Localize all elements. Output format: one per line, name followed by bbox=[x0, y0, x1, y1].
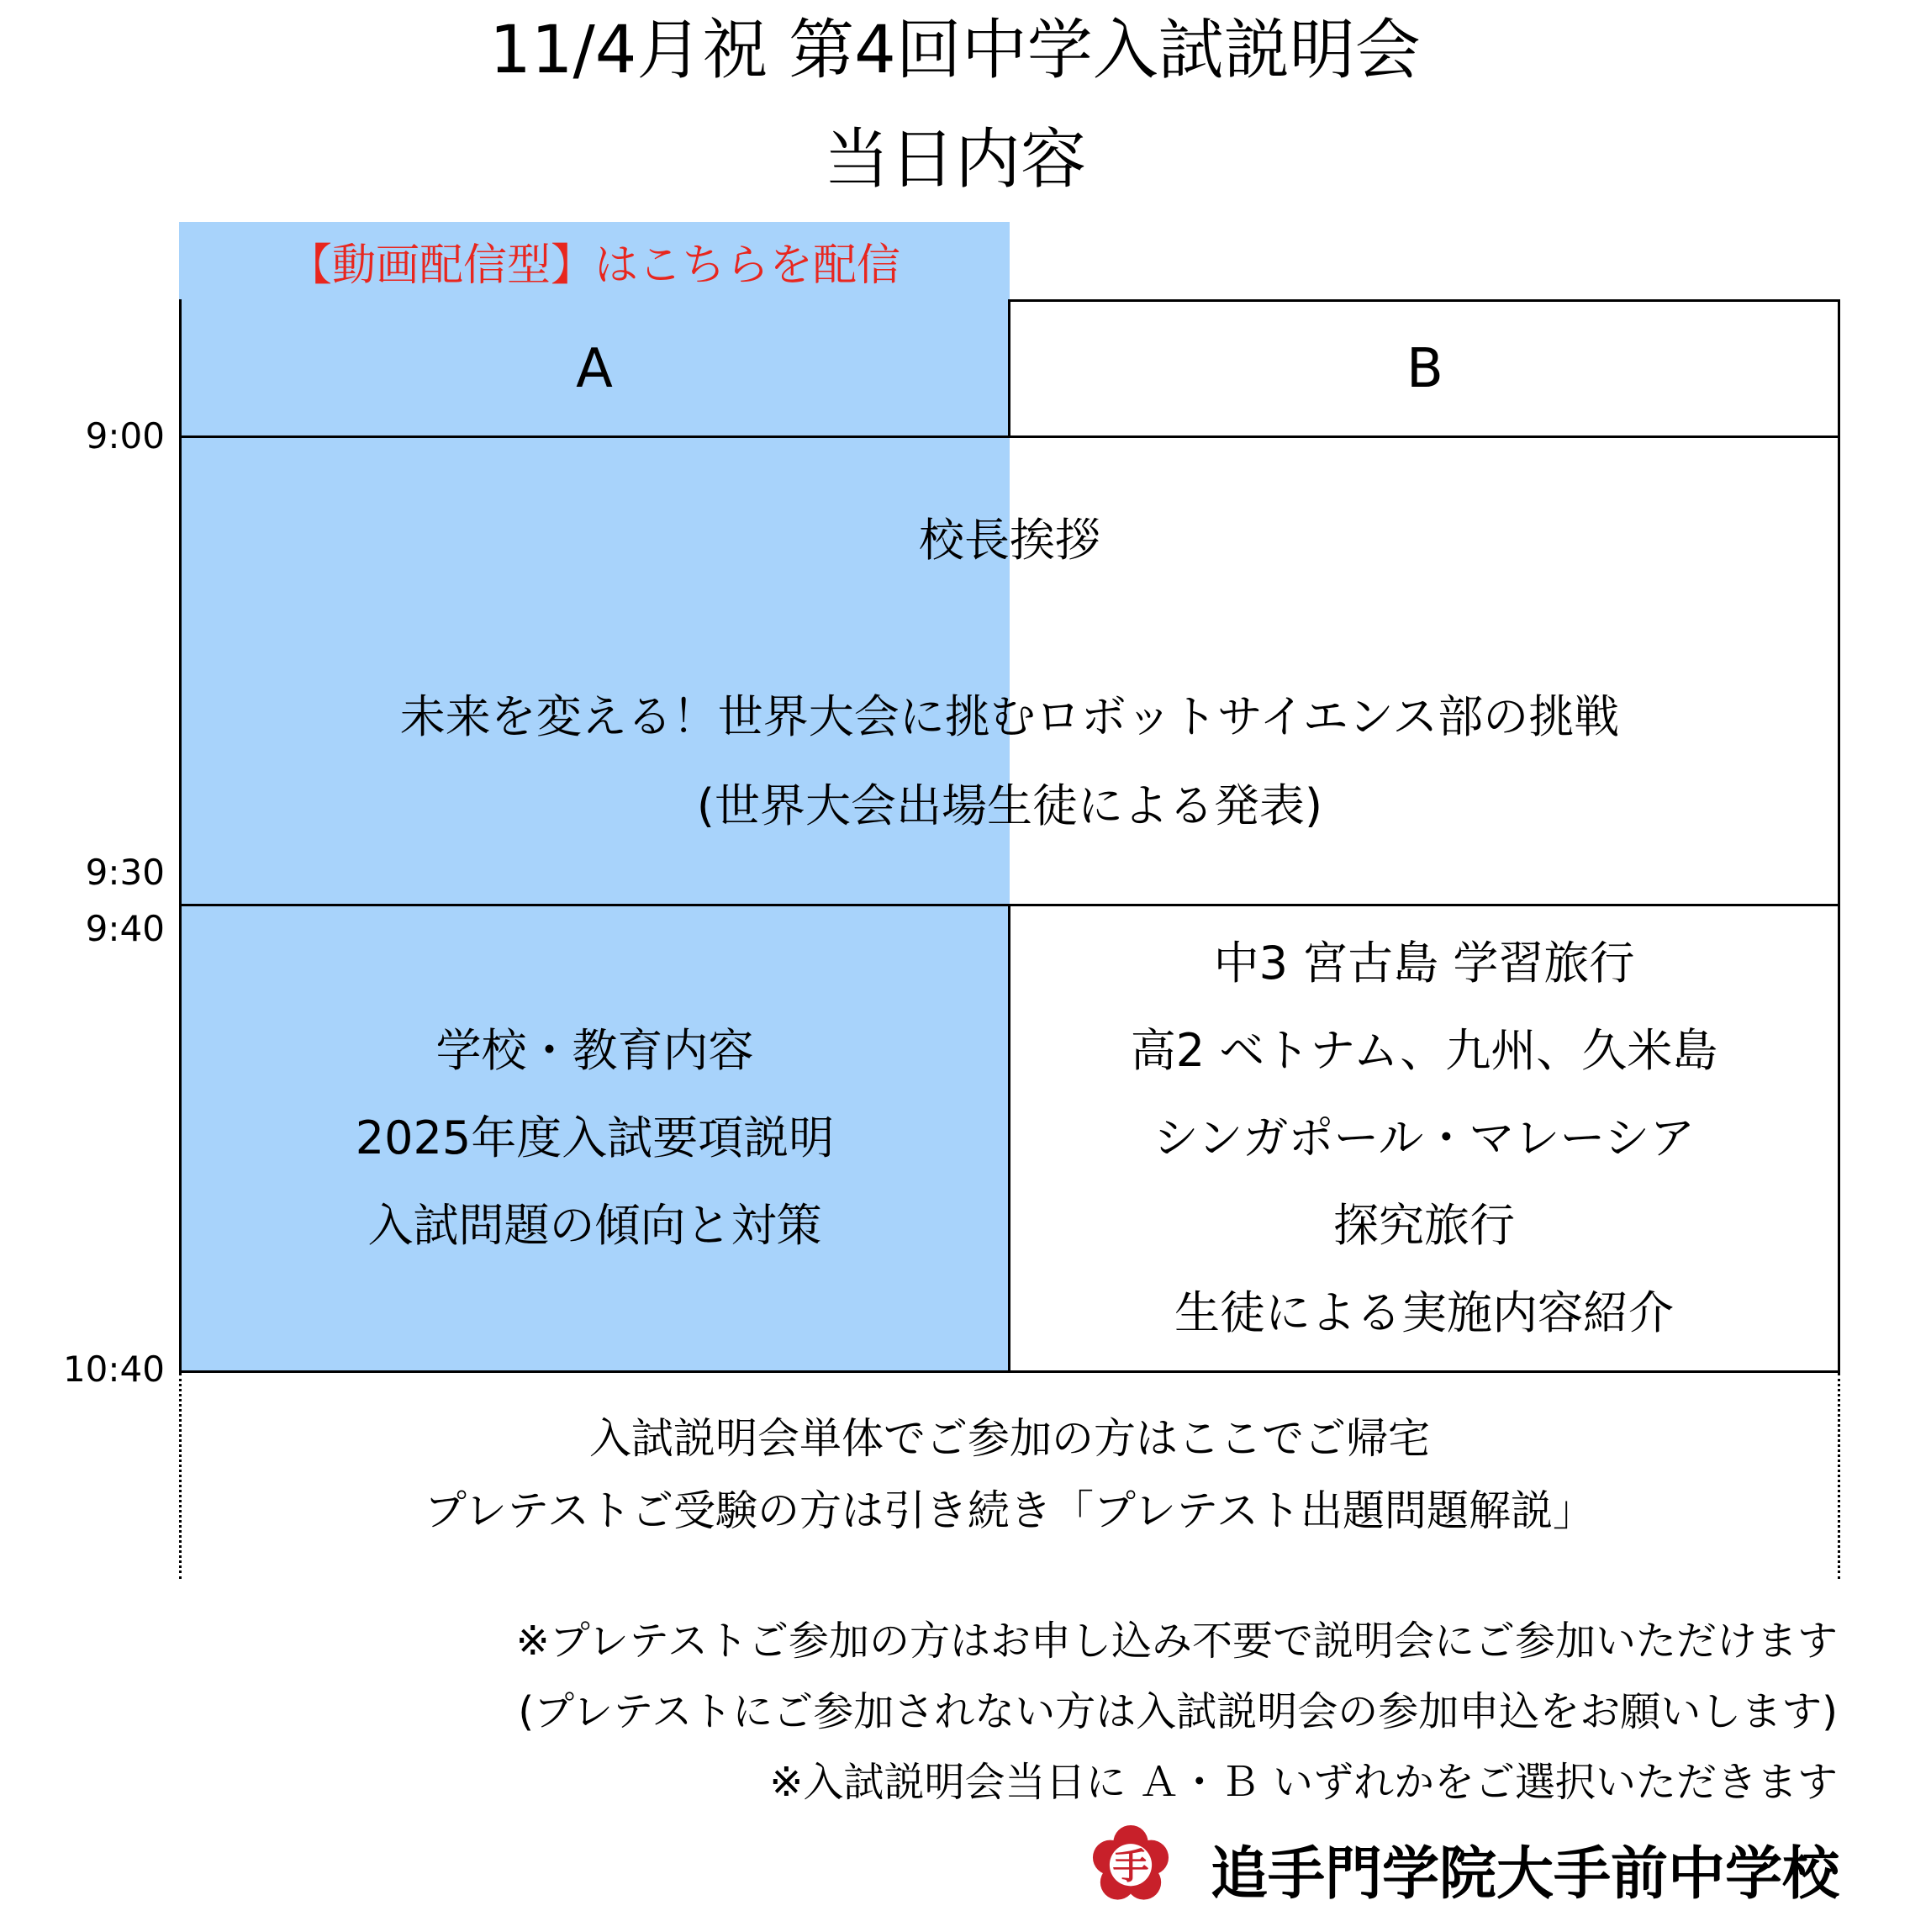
school-name: 追手門学院大手前中学校 bbox=[1211, 1841, 1840, 1908]
note-line: ※プレテストご参加の方はお申し込み不要で説明会にご参加いただけます bbox=[515, 1618, 1838, 1665]
session-2-b-line: 高2 ベトナム、九州、久米島 bbox=[1130, 1024, 1718, 1077]
after-session-note bbox=[182, 1374, 1838, 1576]
after-note-line: 入試説明会単体でご参加の方はここでご帰宅 bbox=[589, 1414, 1430, 1463]
session-1 bbox=[182, 438, 1838, 904]
page-subtitle: 当日内容 bbox=[823, 122, 1086, 198]
session-1-robot-title: 未来を変える！世界大会に挑むロボットサイエンス部の挑戦 bbox=[399, 690, 1620, 743]
column-header-a bbox=[179, 302, 1010, 435]
column-header-b-label: B bbox=[1406, 337, 1443, 400]
column-header-a-label: A bbox=[576, 337, 613, 400]
column-header-b bbox=[1010, 302, 1840, 435]
session-2-b-line: 生徒による実施内容紹介 bbox=[1174, 1286, 1674, 1339]
grid-line-right bbox=[1838, 299, 1840, 1373]
session-2-b-line: シンガポール・マレーシア bbox=[1153, 1111, 1696, 1164]
session-2-b-line: 探究旅行 bbox=[1333, 1199, 1515, 1252]
after-note-line: プレテストご受験の方は引き続き「プレテスト出題問題解説」 bbox=[425, 1486, 1595, 1535]
time-label-9-30: 9:30 bbox=[85, 852, 165, 893]
note-line: ※入試説明会当日に Ａ・Ｂ いずれかをご選択いただきます bbox=[769, 1759, 1838, 1806]
session-2-a-line: 2025年度入試要項説明 bbox=[355, 1111, 835, 1164]
session-1-robot-subtitle: (世界大会出場生徒による発表) bbox=[696, 779, 1323, 832]
session-2-a-line: 入試問題の傾向と対策 bbox=[367, 1199, 822, 1252]
page-title: 11/4月祝 第4回中学入試説明会 bbox=[489, 13, 1421, 88]
session-1-greeting: 校長挨拶 bbox=[919, 514, 1100, 567]
session-2-b bbox=[1010, 906, 1838, 1370]
time-label-10-40: 10:40 bbox=[62, 1349, 165, 1390]
time-label-9-40: 9:40 bbox=[85, 908, 165, 949]
session-2-a bbox=[182, 906, 1008, 1370]
time-label-9-00: 9:00 bbox=[85, 415, 165, 457]
session-2-a-line: 学校・教育内容 bbox=[435, 1024, 754, 1077]
note-line: (プレテストにご参加されない方は入試説明会の参加申込をお願いします) bbox=[518, 1688, 1838, 1735]
stream-banner-label: 【動画配信型】はこちらを配信 bbox=[288, 240, 900, 291]
notes bbox=[240, 1606, 1838, 1818]
session-2-b-line: 中3 宮古島 学習旅行 bbox=[1213, 937, 1635, 990]
school-logo-icon bbox=[1076, 1823, 1185, 1932]
after-dashed-right bbox=[1838, 1373, 1840, 1579]
stream-banner bbox=[179, 222, 1010, 299]
svg-text:手: 手 bbox=[1112, 1845, 1149, 1888]
